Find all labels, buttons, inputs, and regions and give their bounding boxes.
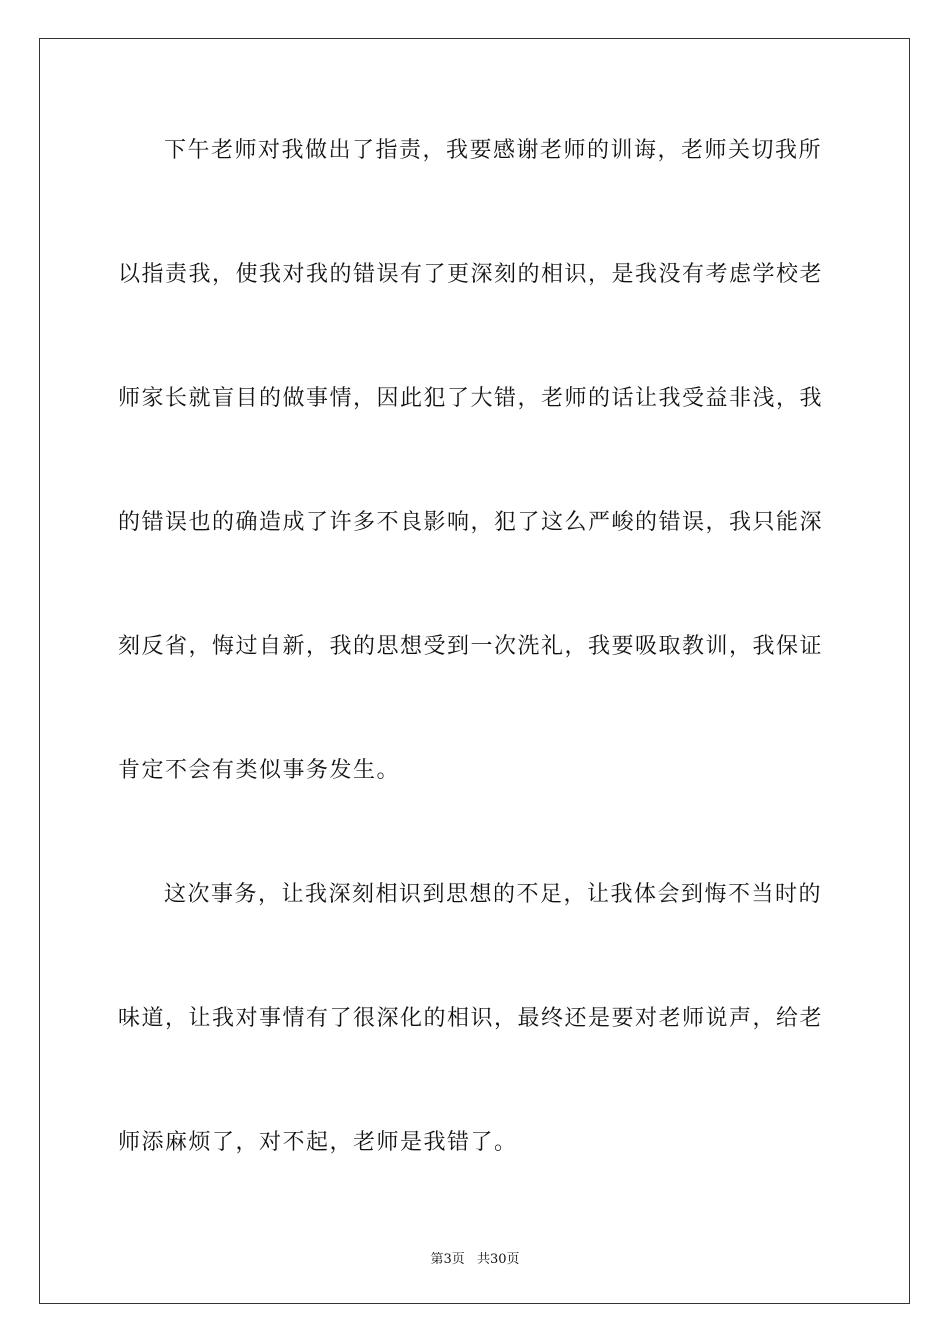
paragraph-2-line-3: 师添麻烦了，对不起，老师是我错了。: [118, 1130, 518, 1155]
page-border: [39, 38, 910, 1304]
paragraph-1-line-5: 刻反省，悔过自新，我的思想受到一次洗礼，我要吸取教训，我保证: [118, 634, 824, 659]
paragraph-1-line-2: 以指责我，使我对我的错误有了更深刻的相识，是我没有考虑学校老: [118, 262, 824, 287]
paragraph-1-line-6: 肯定不会有类似事务发生。: [118, 758, 401, 783]
paragraph-2-line-1: 这次事务，让我深刻相识到思想的不足，让我体会到悔不当时的: [164, 882, 823, 907]
page-footer: [0, 1248, 950, 1267]
page-total: 共30页: [476, 1252, 520, 1267]
paragraph-1-line-3: 师家长就盲目的做事情，因此犯了大错，老师的话让我受益非浅，我: [118, 386, 824, 411]
paragraph-1-line-4: 的错误也的确造成了许多不良影响，犯了这么严峻的错误，我只能深: [118, 510, 824, 535]
page-number: 第3页: [430, 1252, 465, 1267]
paragraph-1-line-1: 下午老师对我做出了指责，我要感谢老师的训诲，老师关切我所: [164, 138, 823, 163]
paragraph-2-line-2: 味道，让我对事情有了很深化的相识，最终还是要对老师说声，给老: [118, 1006, 824, 1031]
